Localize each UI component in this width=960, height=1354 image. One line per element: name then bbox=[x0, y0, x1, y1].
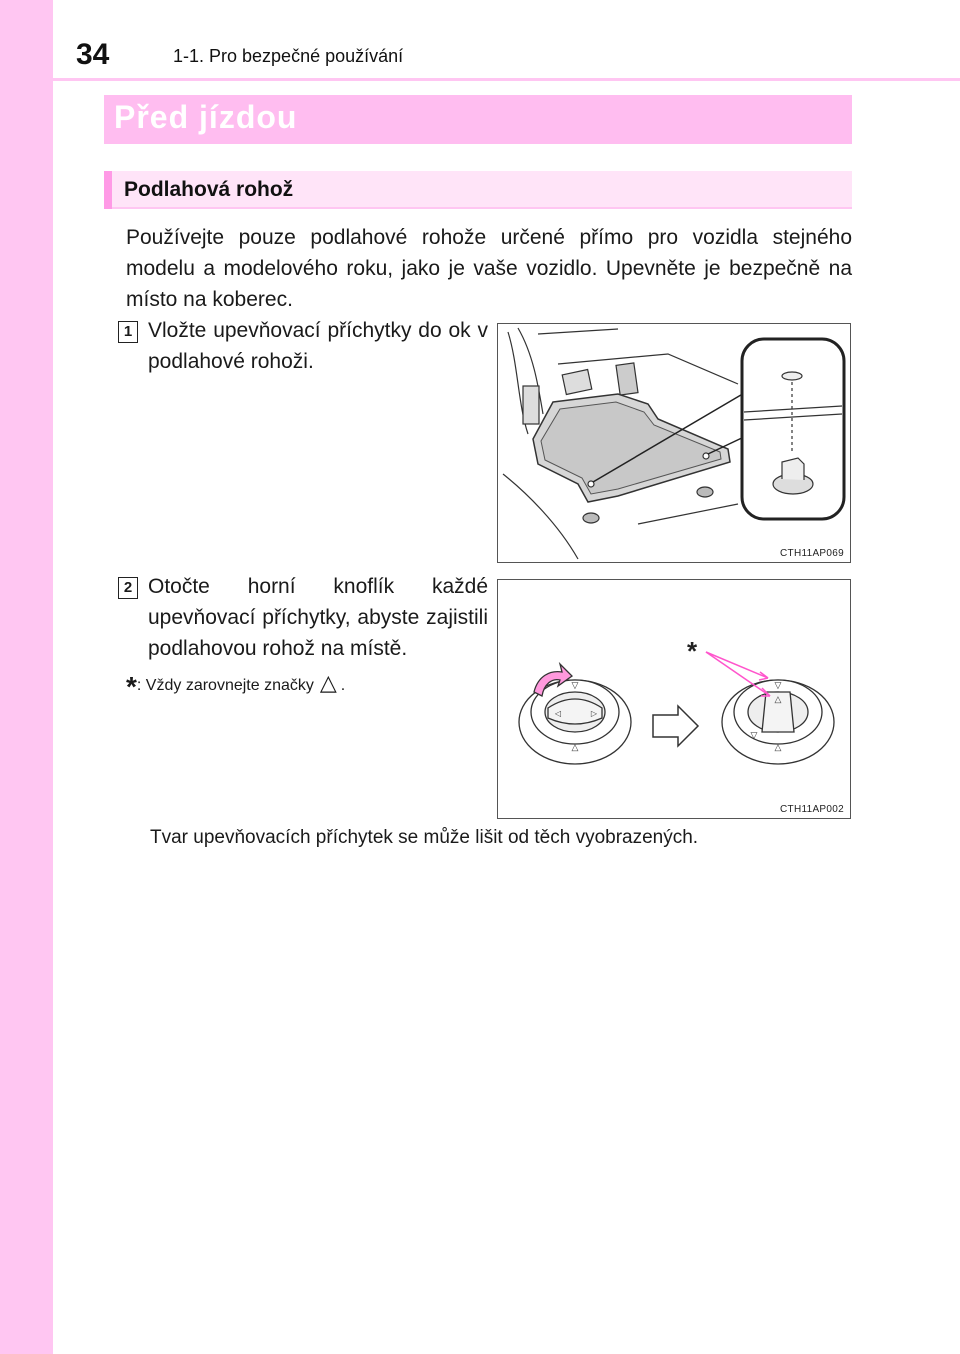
svg-text:▽: ▽ bbox=[571, 680, 579, 690]
note-end: . bbox=[340, 677, 346, 694]
svg-text:◁: ◁ bbox=[554, 709, 562, 718]
asterisk-marker: * bbox=[126, 671, 137, 702]
side-color-band bbox=[0, 0, 53, 1354]
figure-code-1: CTH11AP069 bbox=[780, 548, 844, 559]
svg-text:▽: ▽ bbox=[774, 680, 782, 690]
step-1-text: Vložte upevňovací příchytky do ok v podlahové rohoži. bbox=[148, 319, 488, 373]
svg-text:△: △ bbox=[774, 694, 782, 704]
page-number: 34 bbox=[76, 38, 110, 71]
figure-asterisk: * bbox=[687, 636, 698, 666]
figure-turn-knob bbox=[497, 579, 851, 819]
subsection-rule bbox=[112, 207, 852, 209]
intro-paragraph: Používejte pouze podlahové rohože určené přímo pro vozidla stejného modelu a modelového roku, jako je vaše vozidlo. Upevněte je bezpečně na místo na koberec. bbox=[126, 226, 852, 311]
knob-rotation-illustration bbox=[498, 580, 850, 818]
header-rule bbox=[53, 78, 960, 81]
figure-mat-clips bbox=[497, 323, 851, 563]
svg-text:△: △ bbox=[571, 742, 579, 752]
figure-code-2: CTH11AP002 bbox=[780, 804, 844, 815]
svg-text:▷: ▷ bbox=[590, 709, 598, 718]
svg-text:△: △ bbox=[774, 742, 782, 752]
step-2-text: Otočte horní knoflík každé upevňovací příchytky, abyste zajistili podlahovou rohož na místě. bbox=[148, 575, 488, 660]
svg-text:▽: ▽ bbox=[750, 730, 758, 740]
floor-mat-illustration bbox=[498, 324, 850, 562]
subsection-accent bbox=[104, 171, 112, 209]
step-number-1: 1 bbox=[118, 321, 138, 343]
footnote-text: Tvar upevňovacích příchytek se může lišit od těch vyobrazených. bbox=[150, 827, 699, 848]
alignment-note bbox=[126, 670, 346, 702]
subsection-title: Podlahová rohož bbox=[124, 178, 294, 201]
note-text: : Vždy zarovnejte značky bbox=[136, 677, 314, 694]
section-title: Před jízdou bbox=[114, 99, 298, 135]
chapter-title: 1-1. Pro bezpečné používání bbox=[173, 46, 404, 66]
triangle-icon: △ bbox=[319, 670, 337, 695]
step-number-2: 2 bbox=[118, 577, 138, 599]
